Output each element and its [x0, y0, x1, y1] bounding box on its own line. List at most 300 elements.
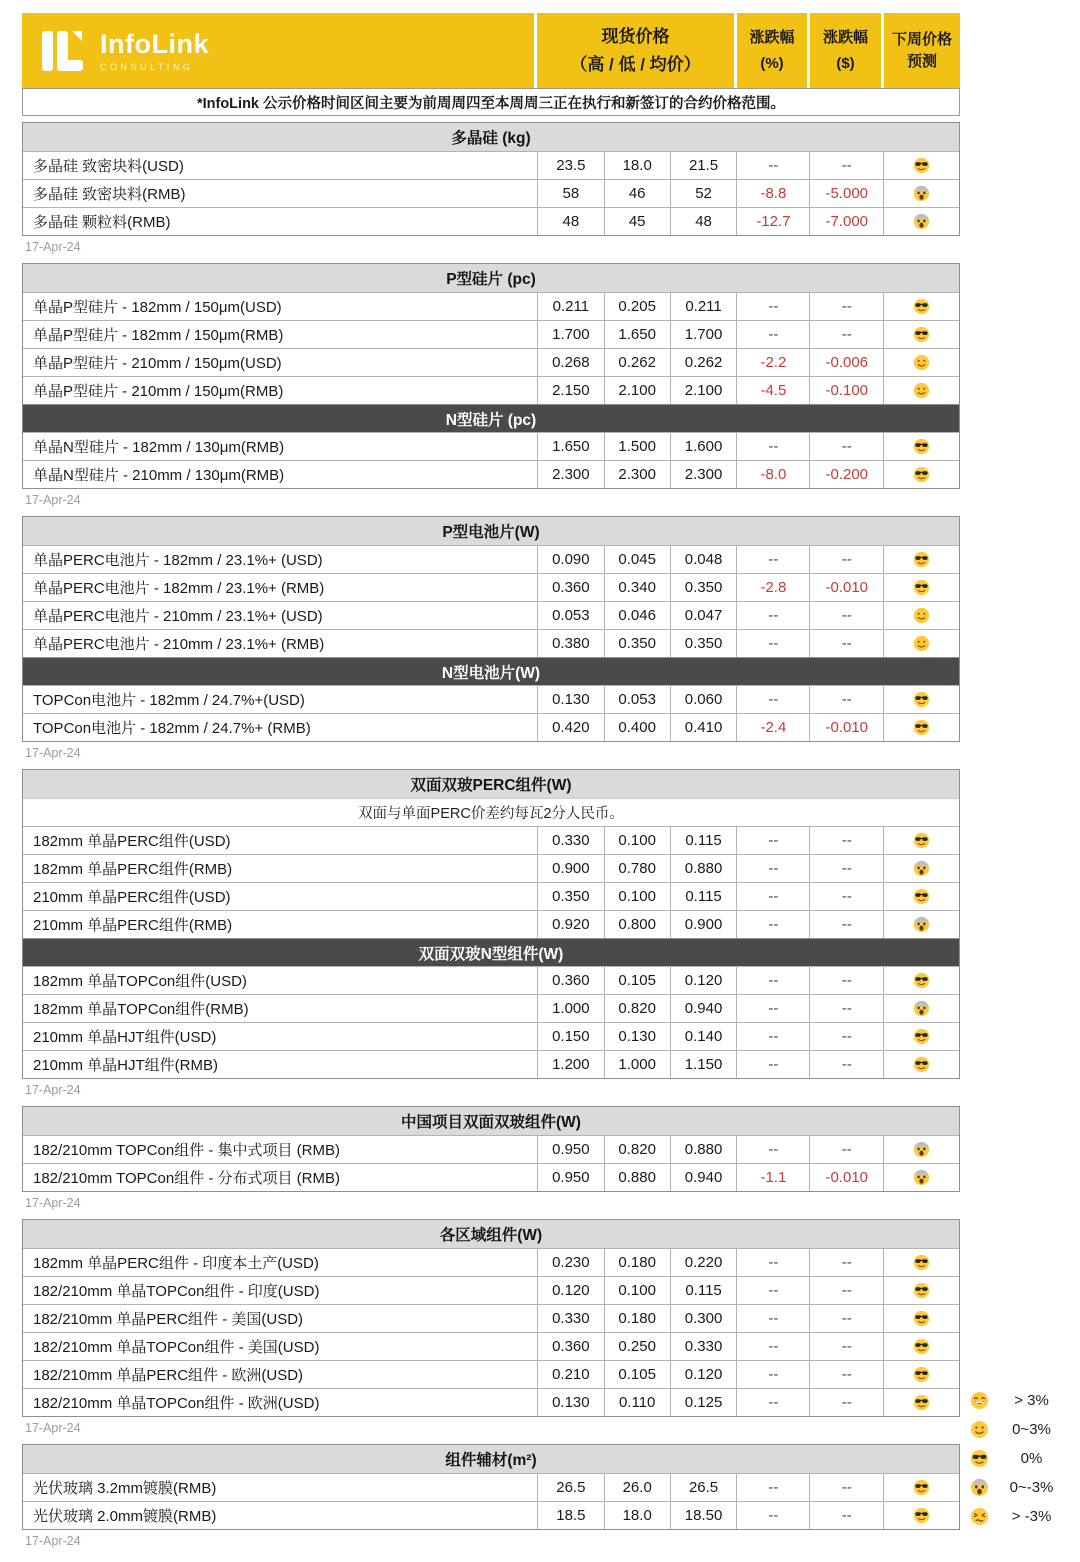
- price-low-cell: 0.250: [604, 1333, 670, 1360]
- price-high-cell: 0.230: [537, 1249, 604, 1276]
- change-pct-cell: --: [736, 883, 809, 910]
- row-label: 210mm 单晶PERC组件(USD): [33, 889, 231, 906]
- change-pct-cell: --: [736, 1305, 809, 1332]
- price-avg-cell: 48: [670, 208, 737, 235]
- cool-emoji-icon: [913, 438, 930, 455]
- price-high-cell: 0.420: [537, 714, 604, 741]
- scream-emoji-icon: [913, 1000, 930, 1017]
- column-header-line: 涨跌幅: [822, 29, 868, 46]
- forecast-cell: [883, 574, 959, 601]
- price-low-cell: 0.820: [604, 1136, 670, 1163]
- forecast-cell: [883, 433, 959, 460]
- change-pct-cell: -4.5: [736, 377, 809, 404]
- section-group: [22, 769, 960, 1079]
- cool-emoji-icon: [913, 1056, 930, 1073]
- price-avg-cell: 0.115: [670, 827, 737, 854]
- price-avg-cell: 2.300: [670, 461, 737, 488]
- section-note: 双面与单面PERC价差约每瓦2分人民币。: [23, 798, 959, 826]
- price-avg-cell: 52: [670, 180, 737, 207]
- price-low-cell: 0.180: [604, 1305, 670, 1332]
- section-header: 组件辅材(m²): [23, 1445, 959, 1473]
- price-avg-cell: 2.100: [670, 377, 737, 404]
- price-high-cell: 23.5: [537, 152, 604, 179]
- forecast-cell: [883, 1305, 959, 1332]
- cool-emoji-icon: [913, 972, 930, 989]
- section-group: [22, 263, 960, 489]
- change-pct-cell: -2.8: [736, 574, 809, 601]
- forecast-cell: [883, 911, 959, 938]
- price-high-cell: 2.300: [537, 461, 604, 488]
- price-low-cell: 0.100: [604, 827, 670, 854]
- scream-emoji-icon: [913, 1141, 930, 1158]
- price-avg-cell: 0.330: [670, 1333, 737, 1360]
- row-label: 单晶P型硅片 - 182mm / 150μm(USD): [33, 299, 282, 316]
- price-high-cell: 0.330: [537, 1305, 604, 1332]
- legend-label: 0%: [1020, 1450, 1043, 1467]
- price-avg-cell: 1.700: [670, 321, 737, 348]
- change-pct-cell: --: [736, 1023, 809, 1050]
- table-row: [23, 292, 959, 320]
- table-row: [23, 1163, 959, 1191]
- section-group: [22, 1219, 960, 1417]
- forecast-cell: [883, 602, 959, 629]
- price-high-cell: 1.200: [537, 1051, 604, 1078]
- change-pct-cell: -2.2: [736, 349, 809, 376]
- table-row: [23, 994, 959, 1022]
- change-pct-cell: --: [736, 630, 809, 657]
- price-low-cell: 0.340: [604, 574, 670, 601]
- price-high-cell: 1.650: [537, 433, 604, 460]
- change-usd-cell: -0.010: [809, 1164, 883, 1191]
- price-high-cell: 0.130: [537, 686, 604, 713]
- legend-label: 0~-3%: [1009, 1479, 1054, 1496]
- section-group: [22, 516, 960, 742]
- price-avg-cell: 0.115: [670, 883, 737, 910]
- price-high-cell: 48: [537, 208, 604, 235]
- change-usd-cell: --: [809, 1305, 883, 1332]
- section-header: 中国项目双面双玻组件(W): [23, 1107, 959, 1135]
- change-usd-cell: --: [809, 630, 883, 657]
- forecast-cell: [883, 1333, 959, 1360]
- price-low-cell: 18.0: [604, 1502, 670, 1529]
- table-row: [23, 179, 959, 207]
- price-high-cell: 0.090: [537, 546, 604, 573]
- brand-name: InfoLink: [100, 29, 209, 59]
- change-usd-cell: --: [809, 686, 883, 713]
- change-pct-cell: --: [736, 1051, 809, 1078]
- forecast-cell: [883, 293, 959, 320]
- change-usd-cell: --: [809, 1249, 883, 1276]
- row-label: 多晶硅 致密块料(USD): [33, 158, 184, 175]
- price-avg-cell: 0.047: [670, 602, 737, 629]
- price-avg-cell: 0.048: [670, 546, 737, 573]
- forecast-cell: [883, 1023, 959, 1050]
- cool-emoji-icon: [913, 466, 930, 483]
- price-high-cell: 0.380: [537, 630, 604, 657]
- cool-emoji-icon: [913, 1028, 930, 1045]
- table-row: [23, 854, 959, 882]
- scream-emoji-icon: [913, 185, 930, 202]
- price-high-cell: 0.268: [537, 349, 604, 376]
- change-pct-cell: -8.0: [736, 461, 809, 488]
- smile-emoji-icon: [913, 382, 930, 399]
- change-usd-cell: -0.100: [809, 377, 883, 404]
- change-usd-cell: --: [809, 883, 883, 910]
- change-pct-cell: --: [736, 855, 809, 882]
- cool-emoji-icon: [913, 157, 930, 174]
- section-header: 多晶硅 (kg): [23, 123, 959, 151]
- price-low-cell: 0.780: [604, 855, 670, 882]
- table-row: [23, 1276, 959, 1304]
- grin-emoji-icon: [970, 1391, 989, 1410]
- price-low-cell: 0.262: [604, 349, 670, 376]
- forecast-cell: [883, 995, 959, 1022]
- table-row: [23, 573, 959, 601]
- table-row: [23, 1360, 959, 1388]
- price-high-cell: 0.360: [537, 574, 604, 601]
- price-low-cell: 1.500: [604, 433, 670, 460]
- forecast-cell: [883, 1051, 959, 1078]
- forecast-cell: [883, 461, 959, 488]
- cool-emoji-icon: [913, 298, 930, 315]
- row-label: 182/210mm 单晶PERC组件 - 美国(USD): [33, 1311, 304, 1328]
- brand-text: [100, 29, 209, 72]
- infolink-logo-icon: [40, 28, 90, 74]
- price-avg-cell: 0.940: [670, 995, 737, 1022]
- price-high-cell: 2.150: [537, 377, 604, 404]
- cool-emoji-icon: [970, 1449, 989, 1468]
- change-pct-cell: --: [736, 321, 809, 348]
- change-pct-cell: --: [736, 911, 809, 938]
- table-row: [23, 1304, 959, 1332]
- date-label: 17-Apr-24: [25, 1534, 81, 1548]
- legend-item: [962, 1473, 1074, 1502]
- cool-emoji-icon: [913, 1507, 930, 1524]
- price-low-cell: 2.300: [604, 461, 670, 488]
- scream-emoji-icon: [913, 1169, 930, 1186]
- forecast-cell: [883, 1389, 959, 1416]
- change-pct-cell: --: [736, 1502, 809, 1529]
- change-pct-cell: --: [736, 1249, 809, 1276]
- table-row: [23, 910, 959, 938]
- cool-emoji-icon: [913, 719, 930, 736]
- column-header-line: 下周价格: [891, 30, 952, 48]
- forecast-cell: [883, 377, 959, 404]
- row-label: 多晶硅 致密块料(RMB): [33, 186, 186, 203]
- change-pct-cell: --: [736, 546, 809, 573]
- date-label: 17-Apr-24: [25, 1083, 81, 1097]
- table-row: [23, 1388, 959, 1416]
- row-label: 182/210mm 单晶TOPCon组件 - 欧洲(USD): [33, 1395, 320, 1412]
- change-pct-cell: --: [736, 152, 809, 179]
- change-usd-cell: -5.000: [809, 180, 883, 207]
- row-label: 182mm 单晶TOPCon组件(RMB): [33, 1001, 249, 1018]
- price-low-cell: 1.650: [604, 321, 670, 348]
- forecast-cell: [883, 714, 959, 741]
- price-avg-cell: 1.150: [670, 1051, 737, 1078]
- table-header: [22, 13, 960, 88]
- cool-emoji-icon: [913, 1366, 930, 1383]
- change-usd-cell: -0.200: [809, 461, 883, 488]
- price-high-cell: 0.053: [537, 602, 604, 629]
- row-label: 182mm 单晶PERC组件 - 印度本土产(USD): [33, 1255, 319, 1272]
- price-avg-cell: 0.140: [670, 1023, 737, 1050]
- column-header-spot-price: [537, 13, 737, 88]
- row-label: 单晶N型硅片 - 210mm / 130μm(RMB): [33, 467, 285, 484]
- change-pct-cell: --: [736, 686, 809, 713]
- cool-emoji-icon: [913, 1310, 930, 1327]
- row-label: 210mm 单晶PERC组件(RMB): [33, 917, 233, 934]
- cool-emoji-icon: [913, 1338, 930, 1355]
- change-pct-cell: -1.1: [736, 1164, 809, 1191]
- scream-emoji-icon: [913, 213, 930, 230]
- legend-item: [962, 1415, 1074, 1444]
- brand-subtitle: CONSULTING: [100, 62, 194, 72]
- confounded-emoji-icon: [970, 1507, 989, 1526]
- scream-emoji-icon: [913, 860, 930, 877]
- row-label: 光伏玻璃 2.0mm镀膜(RMB): [33, 1508, 217, 1525]
- cool-emoji-icon: [913, 326, 930, 343]
- table-row: [23, 629, 959, 657]
- change-usd-cell: --: [809, 855, 883, 882]
- price-high-cell: 0.211: [537, 293, 604, 320]
- forecast-cell: [883, 180, 959, 207]
- table-row: [23, 545, 959, 573]
- cool-emoji-icon: [913, 888, 930, 905]
- table-row: [23, 151, 959, 179]
- row-label: 182/210mm 单晶TOPCon组件 - 印度(USD): [33, 1283, 320, 1300]
- change-usd-cell: --: [809, 1474, 883, 1501]
- price-low-cell: 0.350: [604, 630, 670, 657]
- change-pct-cell: --: [736, 1389, 809, 1416]
- change-usd-cell: --: [809, 1023, 883, 1050]
- price-avg-cell: 0.125: [670, 1389, 737, 1416]
- price-avg-cell: 0.120: [670, 967, 737, 994]
- column-header-line: 涨跌幅: [749, 29, 795, 46]
- forecast-cell: [883, 1502, 959, 1529]
- row-label: 210mm 单晶HJT组件(RMB): [33, 1057, 219, 1074]
- smile-emoji-icon: [913, 354, 930, 371]
- row-label: 单晶PERC电池片 - 210mm / 23.1%+ (RMB): [33, 636, 325, 653]
- price-high-cell: 0.900: [537, 855, 604, 882]
- price-avg-cell: 0.211: [670, 293, 737, 320]
- column-header-line: ($): [836, 54, 855, 72]
- row-label: 182mm 单晶TOPCon组件(USD): [33, 973, 247, 990]
- price-low-cell: 0.180: [604, 1249, 670, 1276]
- price-low-cell: 18.0: [604, 152, 670, 179]
- row-label: 182/210mm TOPCon组件 - 集中式项目 (RMB): [33, 1142, 341, 1159]
- price-high-cell: 0.120: [537, 1277, 604, 1304]
- change-usd-cell: -7.000: [809, 208, 883, 235]
- change-usd-cell: --: [809, 1333, 883, 1360]
- change-usd-cell: -0.010: [809, 574, 883, 601]
- change-pct-cell: --: [736, 602, 809, 629]
- section-groups: [22, 122, 960, 1549]
- row-label: 210mm 单晶HJT组件(USD): [33, 1029, 217, 1046]
- price-low-cell: 0.400: [604, 714, 670, 741]
- forecast-cell: [883, 1164, 959, 1191]
- forecast-cell: [883, 546, 959, 573]
- price-avg-cell: 0.300: [670, 1305, 737, 1332]
- section-header: N型电池片(W): [23, 657, 959, 685]
- table-row: [23, 1473, 959, 1501]
- change-usd-cell: --: [809, 1051, 883, 1078]
- price-avg-cell: 0.880: [670, 1136, 737, 1163]
- change-usd-cell: --: [809, 995, 883, 1022]
- price-low-cell: 0.100: [604, 883, 670, 910]
- price-high-cell: 0.150: [537, 1023, 604, 1050]
- cool-emoji-icon: [913, 579, 930, 596]
- table-row: [23, 460, 959, 488]
- price-avg-cell: 26.5: [670, 1474, 737, 1501]
- brand-cell: [22, 13, 537, 88]
- forecast-cell: [883, 349, 959, 376]
- row-label: TOPCon电池片 - 182mm / 24.7%+ (RMB): [33, 720, 311, 737]
- forecast-cell: [883, 686, 959, 713]
- price-avg-cell: 0.120: [670, 1361, 737, 1388]
- price-low-cell: 0.045: [604, 546, 670, 573]
- legend-item: [962, 1444, 1074, 1473]
- row-label: 182/210mm TOPCon组件 - 分布式项目 (RMB): [33, 1170, 341, 1187]
- change-usd-cell: --: [809, 1502, 883, 1529]
- price-avg-cell: 0.262: [670, 349, 737, 376]
- change-usd-cell: --: [809, 1361, 883, 1388]
- price-high-cell: 0.920: [537, 911, 604, 938]
- forecast-cell: [883, 321, 959, 348]
- change-usd-cell: --: [809, 1277, 883, 1304]
- change-usd-cell: --: [809, 1389, 883, 1416]
- price-high-cell: 1.000: [537, 995, 604, 1022]
- column-header-change-usd: [810, 13, 884, 88]
- price-low-cell: 45: [604, 208, 670, 235]
- price-low-cell: 0.053: [604, 686, 670, 713]
- forecast-cell: [883, 152, 959, 179]
- forecast-cell: [883, 1277, 959, 1304]
- table-row: [23, 207, 959, 235]
- table-row: [23, 320, 959, 348]
- price-high-cell: 0.360: [537, 967, 604, 994]
- row-label: 182/210mm 单晶TOPCon组件 - 美国(USD): [33, 1339, 320, 1356]
- row-label: 多晶硅 颗粒料(RMB): [33, 214, 171, 231]
- price-high-cell: 0.950: [537, 1136, 604, 1163]
- price-high-cell: 0.130: [537, 1389, 604, 1416]
- row-label: 单晶PERC电池片 - 210mm / 23.1%+ (USD): [33, 608, 323, 625]
- price-high-cell: 58: [537, 180, 604, 207]
- row-label: 182mm 单晶PERC组件(USD): [33, 833, 231, 850]
- table-row: [23, 432, 959, 460]
- legend-item: [962, 1502, 1074, 1531]
- row-label: 单晶N型硅片 - 182mm / 130μm(RMB): [33, 439, 285, 456]
- cool-emoji-icon: [913, 1254, 930, 1271]
- cool-emoji-icon: [913, 1394, 930, 1411]
- smile-emoji-icon: [913, 607, 930, 624]
- legend-item: [962, 1386, 1074, 1415]
- cool-emoji-icon: [913, 1282, 930, 1299]
- section-header: 双面双玻PERC组件(W): [23, 770, 959, 798]
- row-label: 光伏玻璃 3.2mm镀膜(RMB): [33, 1480, 217, 1497]
- date-label: 17-Apr-24: [25, 746, 81, 760]
- forecast-cell: [883, 827, 959, 854]
- smile-emoji-icon: [913, 635, 930, 652]
- price-low-cell: 46: [604, 180, 670, 207]
- table-row: [23, 601, 959, 629]
- change-pct-cell: --: [736, 433, 809, 460]
- table-row: [23, 1332, 959, 1360]
- change-usd-cell: -0.006: [809, 349, 883, 376]
- row-label: 单晶P型硅片 - 210mm / 150μm(USD): [33, 355, 282, 372]
- column-header-line: (%): [760, 54, 784, 72]
- price-low-cell: 0.880: [604, 1164, 670, 1191]
- smile-emoji-icon: [970, 1420, 989, 1439]
- change-pct-cell: -8.8: [736, 180, 809, 207]
- price-avg-cell: 18.50: [670, 1502, 737, 1529]
- change-pct-cell: --: [736, 1333, 809, 1360]
- change-pct-cell: -2.4: [736, 714, 809, 741]
- table-row: [23, 713, 959, 741]
- price-low-cell: 0.205: [604, 293, 670, 320]
- section-header: N型硅片 (pc): [23, 404, 959, 432]
- table-row: [23, 1050, 959, 1078]
- change-usd-cell: --: [809, 911, 883, 938]
- price-high-cell: 18.5: [537, 1502, 604, 1529]
- price-low-cell: 0.100: [604, 1277, 670, 1304]
- change-pct-cell: --: [736, 995, 809, 1022]
- price-avg-cell: 0.900: [670, 911, 737, 938]
- cool-emoji-icon: [913, 551, 930, 568]
- change-usd-cell: -0.010: [809, 714, 883, 741]
- change-pct-cell: --: [736, 1136, 809, 1163]
- change-usd-cell: --: [809, 433, 883, 460]
- price-low-cell: 0.820: [604, 995, 670, 1022]
- price-avg-cell: 0.060: [670, 686, 737, 713]
- section-group: [22, 1444, 960, 1530]
- price-avg-cell: 0.880: [670, 855, 737, 882]
- cool-emoji-icon: [913, 691, 930, 708]
- price-low-cell: 2.100: [604, 377, 670, 404]
- section-header: 双面双玻N型组件(W): [23, 938, 959, 966]
- date-label: 17-Apr-24: [25, 493, 81, 507]
- forecast-cell: [883, 1361, 959, 1388]
- price-high-cell: 26.5: [537, 1474, 604, 1501]
- change-pct-cell: --: [736, 1361, 809, 1388]
- table-row: [23, 1501, 959, 1529]
- row-label: 单晶P型硅片 - 210mm / 150μm(RMB): [33, 383, 284, 400]
- price-high-cell: 0.350: [537, 883, 604, 910]
- price-avg-cell: 1.600: [670, 433, 737, 460]
- table-row: [23, 1248, 959, 1276]
- change-usd-cell: --: [809, 827, 883, 854]
- date-label: 17-Apr-24: [25, 1421, 81, 1435]
- change-usd-cell: --: [809, 293, 883, 320]
- table-row: [23, 966, 959, 994]
- disclaimer-note: *InfoLink 公示价格时间区间主要为前周周四至本周周三正在执行和新签订的合约价格范围。: [22, 88, 960, 116]
- price-avg-cell: 0.940: [670, 1164, 737, 1191]
- price-low-cell: 0.105: [604, 1361, 670, 1388]
- row-label: 单晶PERC电池片 - 182mm / 23.1%+ (USD): [33, 552, 323, 569]
- price-avg-cell: 21.5: [670, 152, 737, 179]
- price-low-cell: 0.110: [604, 1389, 670, 1416]
- change-usd-cell: --: [809, 321, 883, 348]
- row-label: 单晶P型硅片 - 182mm / 150μm(RMB): [33, 327, 284, 344]
- row-label: TOPCon电池片 - 182mm / 24.7%+(USD): [33, 692, 305, 709]
- cool-emoji-icon: [913, 832, 930, 849]
- legend-label: > -3%: [1011, 1508, 1052, 1525]
- section-group: [22, 122, 960, 236]
- change-usd-cell: --: [809, 152, 883, 179]
- forecast-cell: [883, 855, 959, 882]
- change-pct-cell: --: [736, 1277, 809, 1304]
- scream-emoji-icon: [913, 916, 930, 933]
